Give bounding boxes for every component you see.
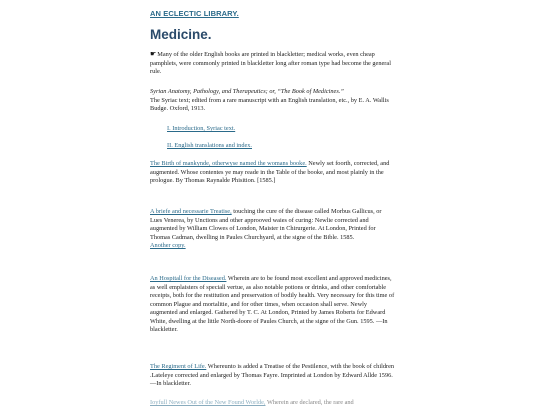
entry-hospitall bbox=[150, 275, 395, 335]
another-copy-link[interactable]: Another copy. bbox=[150, 242, 186, 249]
library-link[interactable]: AN ECLECTIC LIBRARY. bbox=[150, 9, 239, 18]
entry-text: Wherein are declared, the rare and bbox=[265, 399, 354, 406]
entry-birth-of-mankynde bbox=[150, 160, 395, 186]
syrian-text: The Syriac text; edited from a rare manuscript with an English translation, etc., by E. A. Wallis Budge. Oxford, 1913. bbox=[150, 96, 389, 112]
toc-item-1[interactable] bbox=[167, 125, 235, 134]
syrian-title: Syrian Anatomy, Pathology, and Therapeutics; or, “The Book of Medicines.” bbox=[150, 88, 344, 95]
entry-regiment-of-life bbox=[150, 363, 395, 389]
entry-text: Newly set foorth, corrected, and augmented. Whose contentes ye may reade in the Table of the booke, and most plainly in the prologue. By Thomas Raynalde Phisition. [1585.] bbox=[150, 160, 390, 184]
entry-briefe-treatise bbox=[150, 208, 395, 251]
entry-text: Wherein are to be found most excellent and approved medicines, as well emplaisters of speciall vertue, as also notable potions or drinks, and other comfortable receipts, both for the restitution and preservation of bodily health. Very necessary for this time of common Plague and mortalitie, and for other times, when occasion shall serve. Newly augmented and enlarged. Gathered by T. C. At London, Printed by James Roberts for Edward White, dwelling at the little North-doore of Paules Church, at the signe of the Gun. 1595. —In blackletter. bbox=[150, 275, 395, 333]
toc-link-translations[interactable]: II. English translations and index. bbox=[167, 142, 252, 149]
entry-link[interactable]: An Hospitall for the Diseased. bbox=[150, 275, 227, 282]
intro-paragraph bbox=[150, 50, 395, 77]
entry-link[interactable]: The Birth of mankynde, otherwyse named the womans booke. bbox=[150, 160, 307, 167]
page-title: Medicine. bbox=[150, 27, 212, 42]
entry-link[interactable]: The Regiment of Life. bbox=[150, 363, 207, 370]
entry-ioyfull-newes bbox=[150, 399, 395, 408]
pointing-hand-icon: ☛ bbox=[150, 50, 157, 58]
syrian-entry bbox=[150, 88, 395, 114]
entry-text: Whereunto is added a Treatise of the Pestilence, with the book of children .Lateleye corrected and enlarged by Thomas Fayre. Imprinted at London by Edward Allde 1596. —In blackletter. bbox=[150, 363, 395, 387]
toc-item-2[interactable] bbox=[167, 142, 252, 151]
entry-link[interactable]: Ioyfull Newes Out of the New Found Worlde, bbox=[150, 399, 266, 406]
entry-link[interactable]: A briefe and necessarie Treatise, bbox=[150, 208, 232, 215]
toc-link-introduction[interactable]: I. Introduction, Syriac text. bbox=[167, 125, 236, 132]
entry-text: touching the cure of the disease called Morbus Gallicus, or Lues Venerea, by Unctions and other approoved waies of curing: Newlie corrected and augmented by William Clowes of London, Maister in Chirurgerie. At London, Printed for Thomas Cadman, dwelling in Paules Churchyard, at the signe of the Bible. 1585. bbox=[150, 208, 382, 241]
intro-text: Many of the older English books are printed in blackletter; medical works, even cheap pamphlets, were commonly printed in blackletter long after roman type had become the general rule. bbox=[150, 51, 391, 75]
